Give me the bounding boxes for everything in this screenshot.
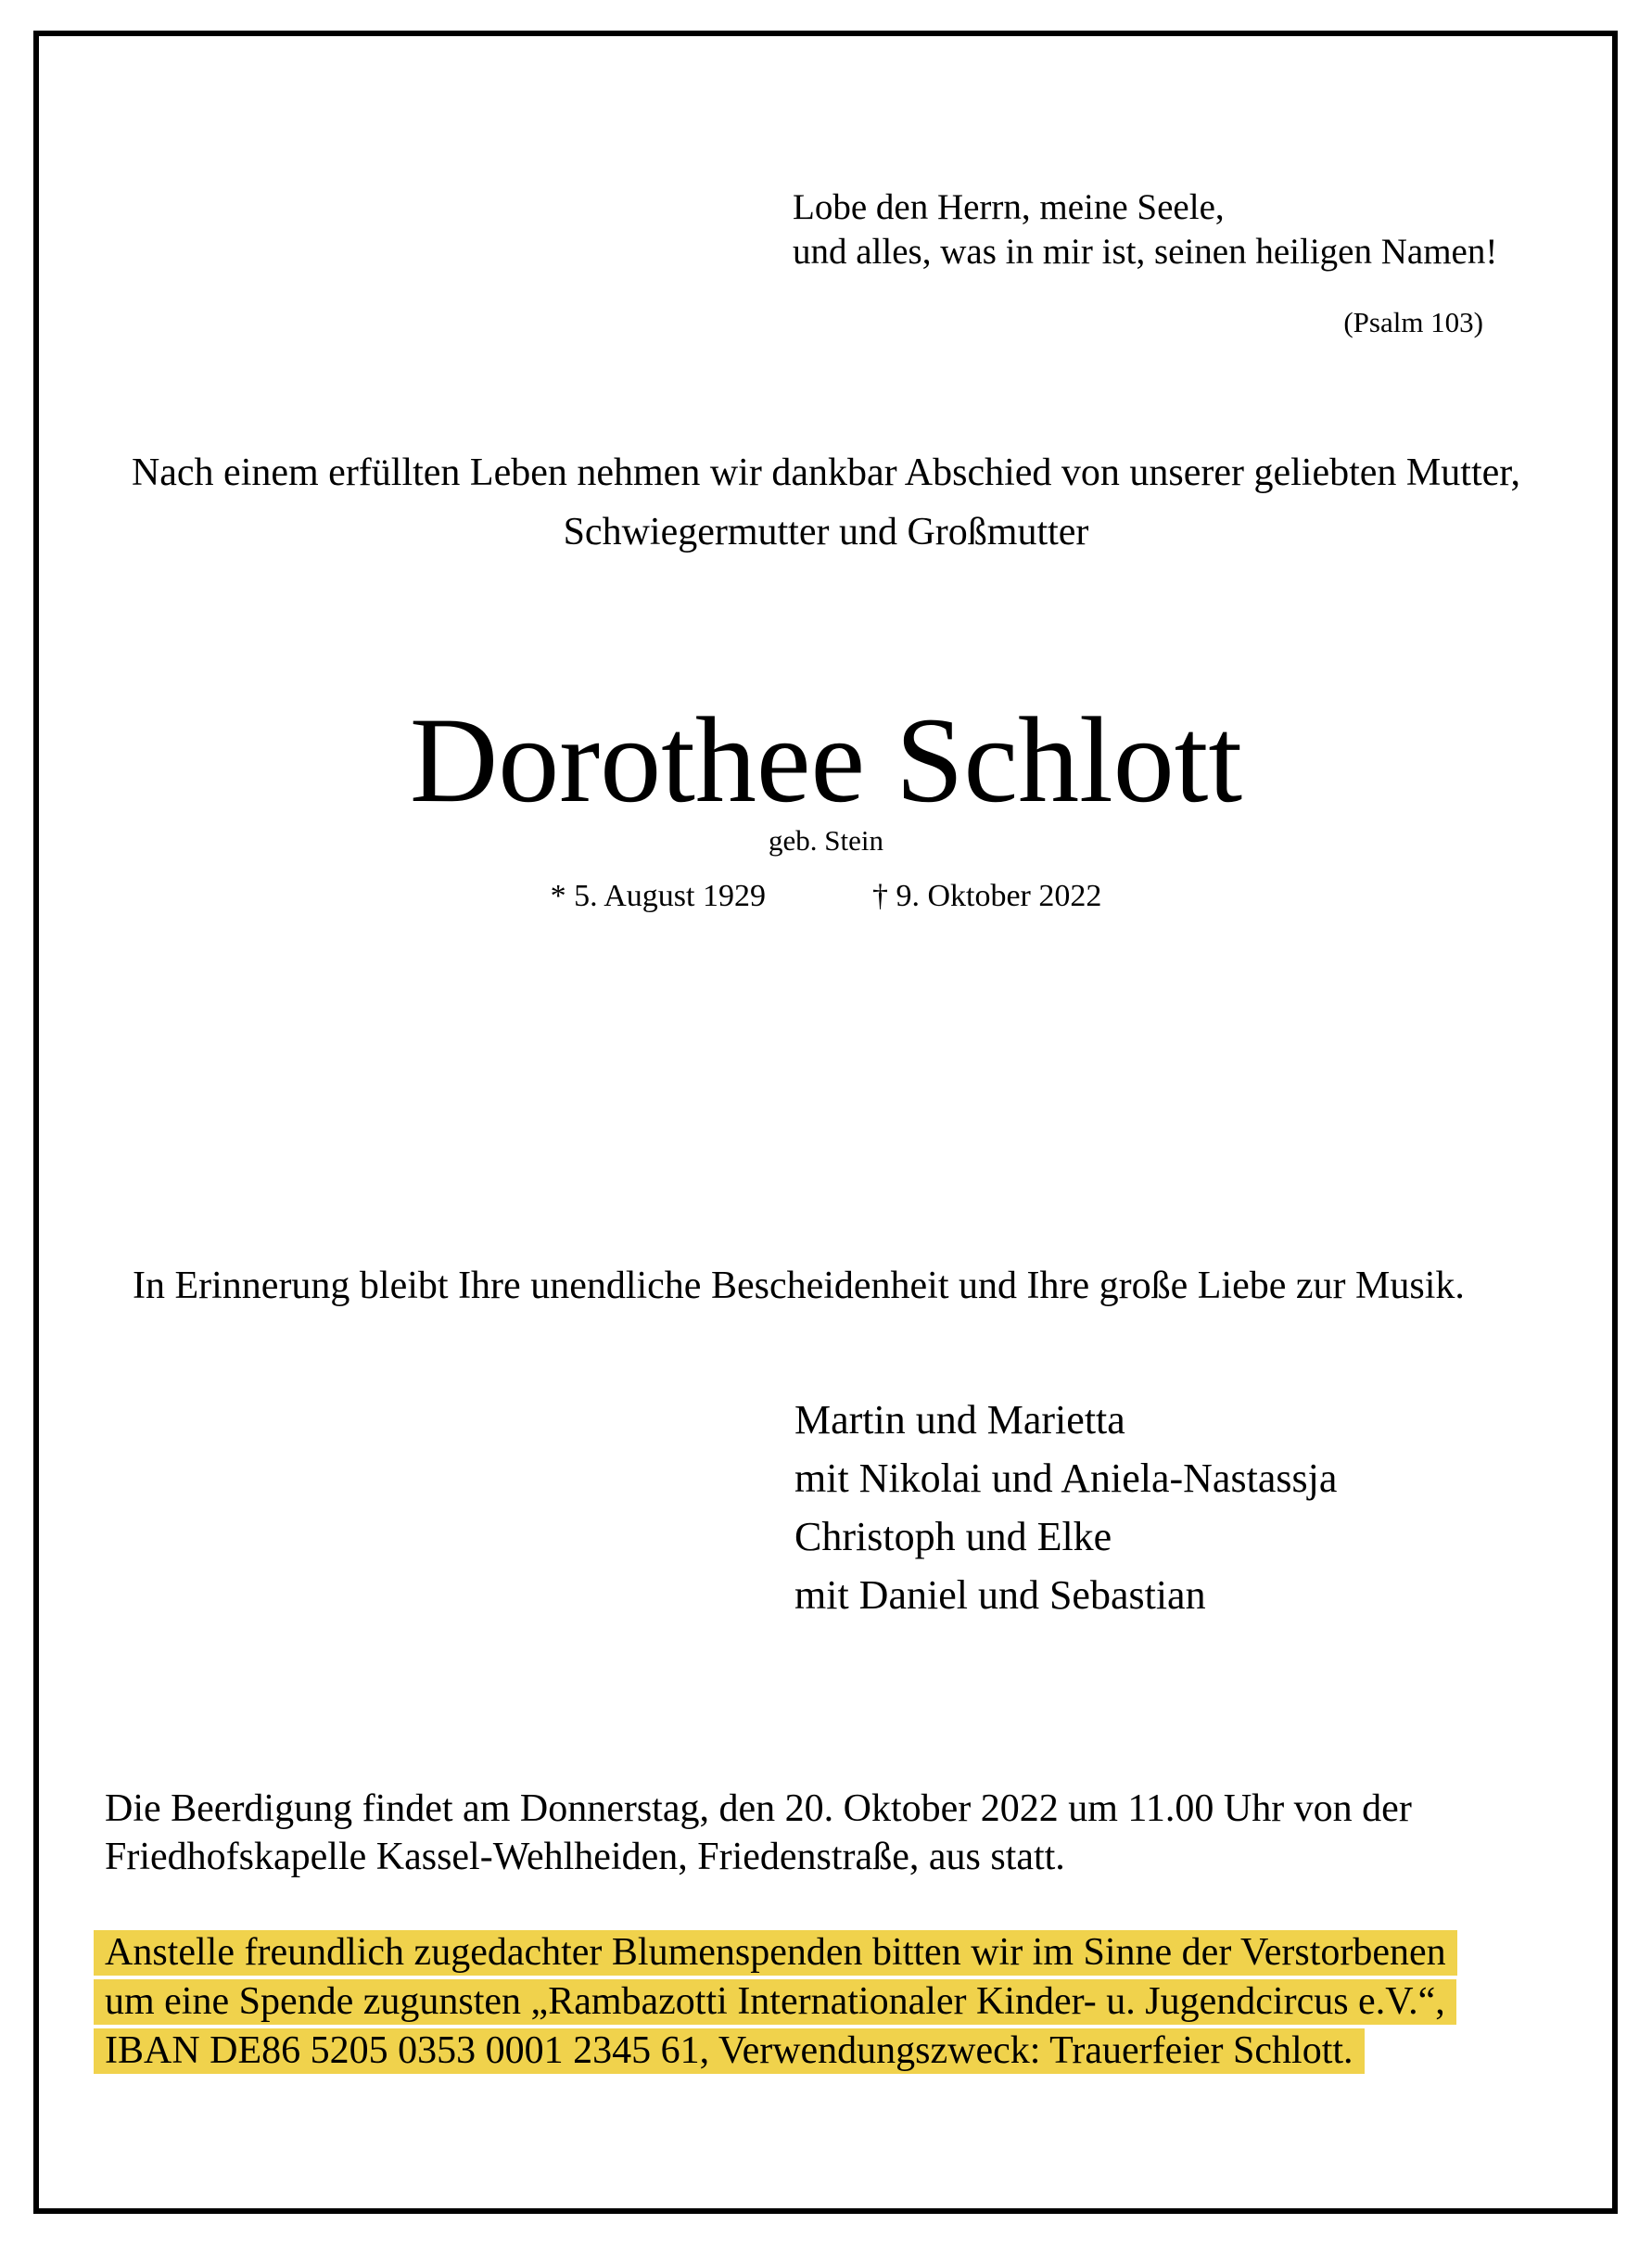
funeral-details-line-2: Friedhofskapelle Kassel-Wehlheiden, Friedenstraße, aus statt.	[105, 1836, 1065, 1878]
page-border-frame	[33, 31, 1618, 2214]
donation-request-line-2: um eine Spende zugunsten „Rambazotti Internationaler Kinder- u. Jugendcircus e.V.“,	[94, 1979, 1456, 2025]
mourners-line-2: mit Nikolai und Aniela-Nastassja	[794, 1456, 1338, 1501]
farewell-announcement-line-1: Nach einem erfüllten Leben nehmen wir dankbar Abschied von unserer geliebten Mutter,	[131, 451, 1521, 494]
donation-request-line-1: Anstelle freundlich zugedachter Blumenspenden bitten wir im Sinne der Verstorbenen	[94, 1930, 1457, 1976]
deceased-name: Dorothee Schlott	[409, 692, 1243, 828]
mourners-list	[794, 1391, 1337, 1624]
funeral-details	[105, 1785, 1412, 1881]
farewell-announcement-line-2: Schwiegermutter und Großmutter	[563, 511, 1089, 553]
psalm-quote-line-2: und alles, was in mir ist, seinen heiligen Namen!	[793, 232, 1498, 272]
mourners-line-1: Martin und Marietta	[794, 1397, 1125, 1443]
maiden-name: geb. Stein	[769, 824, 883, 857]
psalm-source: (Psalm 103)	[1343, 306, 1483, 338]
birth-date: * 5. August 1929	[550, 879, 766, 913]
mourners-line-3: Christoph und Elke	[794, 1514, 1112, 1559]
life-dates	[0, 877, 1652, 916]
psalm-quote	[793, 185, 1497, 274]
mourners-line-4: mit Daniel und Sebastian	[794, 1572, 1206, 1618]
psalm-quote-line-1: Lobe den Herrn, meine Seele,	[793, 187, 1225, 227]
donation-request-line-3: IBAN DE86 5205 0353 0001 2345 61, Verwendungszweck: Trauerfeier Schlott.	[94, 2028, 1365, 2074]
memory-line: In Erinnerung bleibt Ihre unendliche Bescheidenheit und Ihre große Liebe zur Musik.	[133, 1265, 1465, 1307]
death-date: † 9. Oktober 2022	[871, 879, 1102, 913]
donation-request	[105, 1928, 1457, 2076]
funeral-details-line-1: Die Beerdigung findet am Donnerstag, den 20. Oktober 2022 um 11.00 Uhr von der	[105, 1787, 1412, 1830]
farewell-announcement	[0, 443, 1652, 562]
